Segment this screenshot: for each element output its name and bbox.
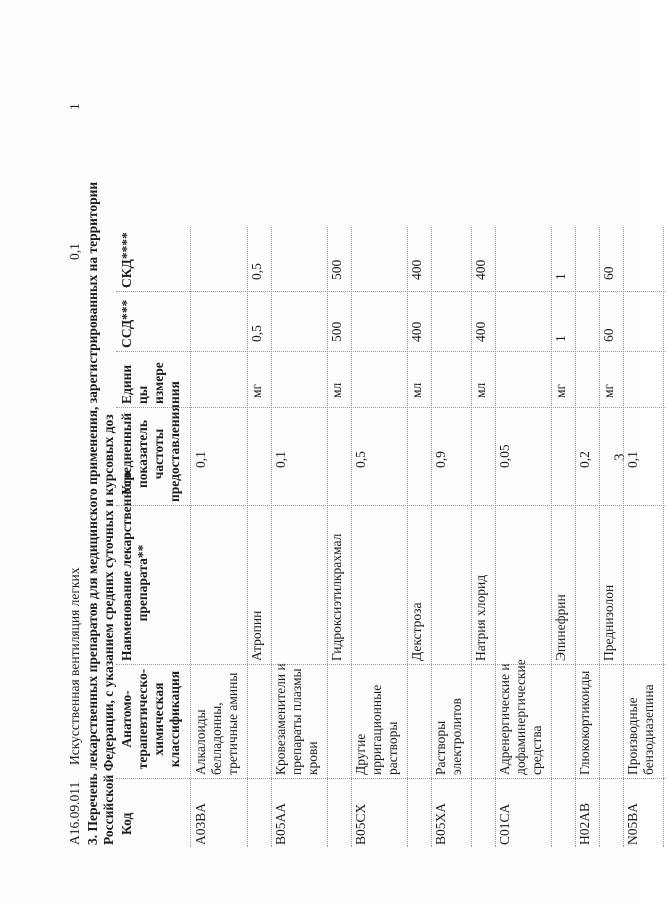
row-separator xyxy=(551,227,552,847)
row-unit: мл xyxy=(409,382,424,398)
service-multiplicity: 1 xyxy=(67,103,82,110)
row-code: C01CA xyxy=(497,803,512,845)
header-separator xyxy=(190,227,191,847)
column-divider xyxy=(116,351,666,352)
row-frequency: 0,1 xyxy=(273,451,288,468)
row-drug: Атропин xyxy=(249,610,264,661)
service-name: Искусственная вентиляция легких xyxy=(67,567,82,765)
header-freq-line: Усредненный xyxy=(119,412,134,496)
row-separator xyxy=(431,227,432,847)
row-atc-line: Глюкокортикоиды xyxy=(577,670,592,775)
row-frequency: 0,5 xyxy=(353,451,368,468)
row-drug: Натрия хлорид xyxy=(473,574,488,661)
row-skd: 400 xyxy=(473,259,488,280)
header-unit-line: ния xyxy=(167,381,182,404)
row-ssd: 60 xyxy=(601,328,616,342)
header-freq-line: показатель xyxy=(135,420,150,489)
column-divider xyxy=(116,291,666,292)
row-frequency: 0,9 xyxy=(433,451,448,468)
row-drug: Декстроза xyxy=(409,602,424,661)
row-separator xyxy=(495,227,496,847)
section-title-line2: Российской Федерации, с указанием средних суточных и курсовых доз xyxy=(101,414,116,845)
row-atc-line: бензодиазепина xyxy=(641,684,656,775)
column-divider xyxy=(116,778,666,779)
row-frequency: 0,2 xyxy=(577,451,592,468)
row-frequency: 0,1 xyxy=(625,451,640,468)
row-code: H02AB xyxy=(577,802,592,845)
column-divider xyxy=(116,407,666,408)
row-atc-line: средства xyxy=(529,725,544,775)
row-atc-line: Растворы xyxy=(433,720,448,775)
row-ssd: 400 xyxy=(473,321,488,342)
header-atc-line: терапевтическо- xyxy=(135,668,150,770)
row-unit: мл xyxy=(329,382,344,398)
header-drug-line: Наименование лекарственного xyxy=(119,471,134,661)
row-separator xyxy=(575,227,576,847)
row-frequency: 0,05 xyxy=(497,444,512,468)
row-atc-line: растворы xyxy=(385,721,400,775)
row-atc-line: Производные xyxy=(625,697,640,775)
row-atc-line: третичные амины xyxy=(225,672,240,775)
row-atc-line: электролитов xyxy=(449,698,464,775)
column-divider xyxy=(116,664,666,665)
header-drug-line: препарата** xyxy=(135,544,150,622)
row-separator xyxy=(471,227,472,847)
row-frequency: 0,1 xyxy=(193,451,208,468)
row-unit: мг xyxy=(249,383,264,398)
header-unit-line: цы xyxy=(135,385,150,404)
row-code: B05XA xyxy=(433,802,448,845)
row-code: N05BA xyxy=(625,802,640,845)
row-skd: 500 xyxy=(329,259,344,280)
row-drug: Гидроксиэтилкрахмал xyxy=(329,533,344,661)
row-skd: 1 xyxy=(553,273,568,280)
row-atc-line: крови xyxy=(305,741,320,775)
row-separator xyxy=(599,227,600,847)
row-unit: мг xyxy=(553,383,568,398)
row-separator xyxy=(351,227,352,847)
header-skd: СКД**** xyxy=(119,232,134,288)
row-atc-line: Кровезаменители и xyxy=(273,663,288,775)
row-atc-line: ирригационные xyxy=(369,684,384,775)
header-freq-line: частоты xyxy=(151,428,166,480)
header-unit-line: измере xyxy=(151,362,166,404)
section-title-line1: 3. Перечень лекарственных препаратов для медицинского применения, зарегистрированных на территории xyxy=(85,181,100,845)
page-number: 3 xyxy=(612,453,628,461)
row-separator xyxy=(247,227,248,847)
row-separator xyxy=(663,227,664,847)
row-code: A03BA xyxy=(193,802,208,845)
row-skd: 400 xyxy=(409,259,424,280)
row-atc-line: Адренергические и xyxy=(497,663,512,775)
row-separator xyxy=(327,227,328,847)
row-ssd: 0,5 xyxy=(249,325,264,342)
header-atc-line: классификация xyxy=(167,670,182,768)
row-code: B05CX xyxy=(353,803,368,845)
row-atc-line: белладонны, xyxy=(209,702,224,775)
service-code: A16.09.011 xyxy=(67,781,82,845)
row-unit: мг xyxy=(601,383,616,398)
row-ssd: 400 xyxy=(409,321,424,342)
row-atc-line: препараты плазмы xyxy=(289,668,304,775)
row-skd: 0,5 xyxy=(249,263,264,280)
row-atc-line: Алкалоиды xyxy=(193,709,208,775)
header-atc-line: химическая xyxy=(151,682,166,756)
column-divider xyxy=(116,505,666,506)
header-ssd: ССД*** xyxy=(119,299,134,348)
row-separator xyxy=(271,227,272,847)
header-code: Код xyxy=(119,812,134,835)
header-freq-line: предоставления xyxy=(167,404,182,502)
header-unit-line: Едини xyxy=(119,364,134,404)
service-frequency: 0,1 xyxy=(67,243,82,260)
row-separator xyxy=(407,227,408,847)
row-atc-line: Другие xyxy=(353,733,368,775)
row-atc-line: дофаминергические xyxy=(513,659,528,775)
row-separator xyxy=(623,227,624,847)
row-drug: Преднизолон xyxy=(601,584,616,661)
row-code: B05AA xyxy=(273,802,288,845)
row-drug: Эпинефрин xyxy=(553,594,568,661)
header-atc-line: Анатомо- xyxy=(119,690,134,748)
row-unit: мл xyxy=(473,382,488,398)
row-skd: 60 xyxy=(601,266,616,280)
row-ssd: 1 xyxy=(553,335,568,342)
row-ssd: 500 xyxy=(329,321,344,342)
